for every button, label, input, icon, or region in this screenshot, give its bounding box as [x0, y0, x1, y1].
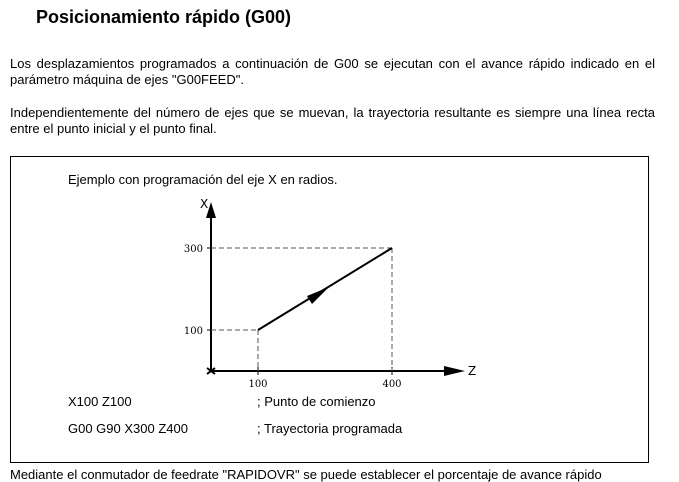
- paragraph-rapid-feed: Los desplazamientos programados a continuación de G00 se ejecutan con el avance rápido indicado en el parámetro máquina de ejes "G00FEED".: [10, 56, 655, 87]
- x-tick-label-300: 300: [183, 244, 203, 255]
- program-line-2-command: G00 G90 X300 Z400: [68, 421, 188, 436]
- trajectory-diagram: [11, 157, 648, 387]
- figure-caption: Ejemplo con programación del eje X en radios.: [68, 172, 338, 187]
- z-axis-letter: Z: [468, 364, 477, 378]
- z-axis-arrow-icon: [444, 366, 465, 376]
- example-figure: [10, 156, 649, 463]
- program-line-2-comment: ; Trayectoria programada: [257, 421, 403, 436]
- z-tick-label-100: 100: [248, 379, 268, 387]
- x-axis-letter: X: [200, 197, 209, 211]
- z-tick-label-400: 400: [382, 379, 402, 387]
- trailing-paragraph: Mediante el conmutador de feedrate "RAPIDOVR" se puede establecer el porcentaje de avance rápido: [10, 467, 602, 482]
- paragraph-straight-path: Independientemente del número de ejes que se muevan, la trayectoria resultante es siempre una línea recta entre el punto inicial y el punto final.: [10, 105, 655, 136]
- page-title: Posicionamiento rápido (G00): [36, 7, 292, 27]
- program-line-1-comment: ; Punto de comienzo: [257, 394, 376, 409]
- trajectory-arrow-icon: [307, 287, 329, 304]
- program-line-1-command: X100 Z100: [68, 394, 132, 409]
- x-tick-label-100: 100: [183, 326, 203, 337]
